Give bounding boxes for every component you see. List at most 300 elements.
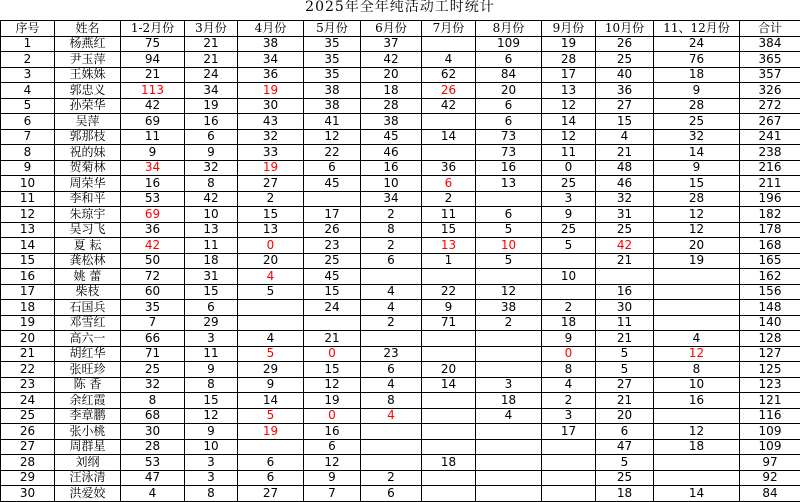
cell-mar: 10 (185, 439, 238, 455)
cell-sep: 3 (542, 408, 596, 424)
cell-jul: 9 (422, 300, 476, 316)
cell-mar: 3 (185, 470, 238, 486)
cell-oct: 26 (596, 36, 654, 52)
cell-jun: 2 (361, 238, 422, 254)
table-row (1, 300, 800, 316)
cell-oct: 36 (596, 83, 654, 99)
cell-mar: 6 (185, 129, 238, 145)
cell-may: 38 (304, 98, 361, 114)
cell-jan-feb: 32 (121, 377, 185, 393)
table-row (1, 269, 800, 285)
cell-name: 张小桃 (55, 424, 121, 440)
cell-oct: 27 (596, 377, 654, 393)
cell-seq: 13 (1, 222, 55, 238)
table-row (1, 207, 800, 223)
cell-may: 19 (304, 393, 361, 409)
cell-sep: 11 (542, 145, 596, 161)
cell-jun: 23 (361, 346, 422, 362)
header-apr: 4月份 (238, 21, 304, 37)
cell-apr: 27 (238, 176, 304, 192)
cell-apr: 14 (238, 393, 304, 409)
cell-may: 16 (304, 424, 361, 440)
cell-seq: 27 (1, 439, 55, 455)
cell-aug: 73 (476, 145, 542, 161)
cell-jan-feb: 7 (121, 315, 185, 331)
table-row (1, 253, 800, 269)
cell-name: 高六一 (55, 331, 121, 347)
cell-total: 365 (740, 52, 800, 68)
cell-total: 211 (740, 176, 800, 192)
cell-aug: 38 (476, 300, 542, 316)
cell-total: 384 (740, 36, 800, 52)
cell-may: 25 (304, 253, 361, 269)
cell-jan-feb: 4 (121, 486, 185, 502)
table-row (1, 439, 800, 455)
cell-may: 38 (304, 83, 361, 99)
cell-mar: 15 (185, 393, 238, 409)
cell-sep: 2 (542, 393, 596, 409)
cell-oct: 16 (596, 284, 654, 300)
cell-apr: 20 (238, 253, 304, 269)
cell-name: 石国兵 (55, 300, 121, 316)
cell-seq: 12 (1, 207, 55, 223)
cell-seq: 7 (1, 129, 55, 145)
cell-nov-dec: 32 (654, 129, 740, 145)
cell-aug: 3 (476, 377, 542, 393)
cell-mar: 11 (185, 346, 238, 362)
cell-aug (476, 424, 542, 440)
cell-name: 姚 蕾 (55, 269, 121, 285)
cell-jan-feb: 69 (121, 114, 185, 130)
cell-oct: 21 (596, 145, 654, 161)
cell-name: 郭那枝 (55, 129, 121, 145)
cell-aug: 109 (476, 36, 542, 52)
cell-name: 吴萍 (55, 114, 121, 130)
cell-aug (476, 191, 542, 207)
cell-jun: 4 (361, 300, 422, 316)
cell-apr: 33 (238, 145, 304, 161)
cell-sep (542, 470, 596, 486)
cell-sep: 8 (542, 362, 596, 378)
cell-jan-feb: 34 (121, 160, 185, 176)
table-body (1, 36, 800, 501)
cell-seq: 6 (1, 114, 55, 130)
cell-aug (476, 269, 542, 285)
cell-seq: 24 (1, 393, 55, 409)
cell-may: 35 (304, 52, 361, 68)
cell-jan-feb: 47 (121, 470, 185, 486)
cell-oct: 25 (596, 470, 654, 486)
cell-mar: 18 (185, 253, 238, 269)
cell-apr: 5 (238, 284, 304, 300)
cell-jun: 6 (361, 253, 422, 269)
cell-seq: 23 (1, 377, 55, 393)
cell-total: 84 (740, 486, 800, 502)
table-row (1, 36, 800, 52)
cell-jan-feb: 42 (121, 98, 185, 114)
cell-mar: 13 (185, 222, 238, 238)
cell-nov-dec: 8 (654, 362, 740, 378)
cell-name: 李和平 (55, 191, 121, 207)
cell-mar: 11 (185, 238, 238, 254)
cell-seq: 18 (1, 300, 55, 316)
cell-mar: 9 (185, 145, 238, 161)
cell-oct: 21 (596, 253, 654, 269)
cell-may: 22 (304, 145, 361, 161)
cell-jan-feb: 11 (121, 129, 185, 145)
cell-mar: 21 (185, 36, 238, 52)
cell-total: 272 (740, 98, 800, 114)
cell-sep (542, 439, 596, 455)
cell-nov-dec: 18 (654, 67, 740, 83)
cell-apr: 19 (238, 83, 304, 99)
cell-nov-dec: 24 (654, 36, 740, 52)
cell-name: 孙荣华 (55, 98, 121, 114)
cell-aug: 4 (476, 408, 542, 424)
cell-sep: 5 (542, 238, 596, 254)
cell-oct: 46 (596, 176, 654, 192)
cell-sep: 0 (542, 346, 596, 362)
cell-oct: 25 (596, 222, 654, 238)
cell-jul: 1 (422, 253, 476, 269)
cell-oct: 5 (596, 346, 654, 362)
cell-sep: 3 (542, 191, 596, 207)
cell-aug: 20 (476, 83, 542, 99)
cell-aug: 16 (476, 160, 542, 176)
cell-sep: 4 (542, 377, 596, 393)
cell-mar: 34 (185, 83, 238, 99)
table-row (1, 52, 800, 68)
cell-may: 35 (304, 36, 361, 52)
cell-apr: 13 (238, 222, 304, 238)
cell-jan-feb: 53 (121, 191, 185, 207)
cell-apr (238, 300, 304, 316)
cell-may (304, 191, 361, 207)
cell-total: 238 (740, 145, 800, 161)
cell-jun: 8 (361, 393, 422, 409)
cell-jul: 15 (422, 222, 476, 238)
cell-seq: 15 (1, 253, 55, 269)
cell-sep (542, 284, 596, 300)
table-row (1, 83, 800, 99)
cell-mar: 31 (185, 269, 238, 285)
header-seq: 序号 (1, 21, 55, 37)
cell-oct (596, 269, 654, 285)
cell-sep: 12 (542, 98, 596, 114)
cell-apr: 32 (238, 129, 304, 145)
cell-seq: 5 (1, 98, 55, 114)
header-row (1, 21, 800, 37)
table-row (1, 129, 800, 145)
cell-may: 7 (304, 486, 361, 502)
cell-apr: 30 (238, 98, 304, 114)
cell-oct: 5 (596, 455, 654, 471)
cell-jun (361, 439, 422, 455)
cell-mar: 6 (185, 300, 238, 316)
cell-may: 0 (304, 408, 361, 424)
cell-apr: 36 (238, 67, 304, 83)
cell-mar: 19 (185, 98, 238, 114)
cell-mar: 42 (185, 191, 238, 207)
cell-oct: 25 (596, 52, 654, 68)
cell-sep (542, 455, 596, 471)
cell-seq: 17 (1, 284, 55, 300)
cell-jul (422, 470, 476, 486)
cell-nov-dec: 4 (654, 331, 740, 347)
cell-apr (238, 315, 304, 331)
cell-jun: 38 (361, 114, 422, 130)
cell-name: 杨燕红 (55, 36, 121, 52)
cell-aug (476, 439, 542, 455)
cell-oct: 4 (596, 129, 654, 145)
cell-nov-dec: 10 (654, 377, 740, 393)
cell-may: 26 (304, 222, 361, 238)
cell-nov-dec: 20 (654, 238, 740, 254)
cell-oct: 15 (596, 114, 654, 130)
cell-jun: 4 (361, 377, 422, 393)
cell-total: 92 (740, 470, 800, 486)
cell-jul: 4 (422, 52, 476, 68)
cell-total: 148 (740, 300, 800, 316)
cell-sep: 12 (542, 129, 596, 145)
cell-oct: 11 (596, 315, 654, 331)
cell-jul: 26 (422, 83, 476, 99)
cell-may: 17 (304, 207, 361, 223)
cell-total: 241 (740, 129, 800, 145)
table-row (1, 191, 800, 207)
table-row (1, 98, 800, 114)
cell-mar: 8 (185, 486, 238, 502)
cell-total: 109 (740, 439, 800, 455)
cell-jan-feb: 25 (121, 362, 185, 378)
cell-nov-dec: 18 (654, 439, 740, 455)
cell-jun: 34 (361, 191, 422, 207)
cell-apr: 19 (238, 160, 304, 176)
cell-seq: 25 (1, 408, 55, 424)
cell-total: 196 (740, 191, 800, 207)
cell-mar: 3 (185, 455, 238, 471)
cell-aug: 5 (476, 222, 542, 238)
cell-seq: 10 (1, 176, 55, 192)
cell-total: 128 (740, 331, 800, 347)
header-oct: 10月份 (596, 21, 654, 37)
table-row (1, 331, 800, 347)
cell-oct: 6 (596, 424, 654, 440)
cell-oct: 21 (596, 331, 654, 347)
cell-name: 王姝姝 (55, 67, 121, 83)
table-row (1, 160, 800, 176)
cell-sep (542, 253, 596, 269)
cell-seq: 2 (1, 52, 55, 68)
cell-jan-feb: 30 (121, 424, 185, 440)
cell-may: 12 (304, 129, 361, 145)
cell-may: 15 (304, 284, 361, 300)
cell-sep (542, 486, 596, 502)
cell-mar: 10 (185, 207, 238, 223)
cell-sep: 17 (542, 424, 596, 440)
cell-jul (422, 145, 476, 161)
cell-oct: 30 (596, 300, 654, 316)
cell-jun: 42 (361, 52, 422, 68)
cell-mar: 15 (185, 284, 238, 300)
cell-aug: 5 (476, 253, 542, 269)
cell-oct: 21 (596, 393, 654, 409)
cell-mar: 12 (185, 408, 238, 424)
cell-name: 吴习飞 (55, 222, 121, 238)
cell-name: 洪爱姣 (55, 486, 121, 502)
cell-jun: 28 (361, 98, 422, 114)
cell-mar: 32 (185, 160, 238, 176)
cell-total: 182 (740, 207, 800, 223)
cell-aug: 6 (476, 114, 542, 130)
cell-jun: 6 (361, 362, 422, 378)
cell-jul: 20 (422, 362, 476, 378)
cell-name: 刘纲 (55, 455, 121, 471)
cell-apr: 19 (238, 424, 304, 440)
cell-sep: 14 (542, 114, 596, 130)
cell-jul (422, 36, 476, 52)
cell-jun: 6 (361, 486, 422, 502)
cell-mar: 3 (185, 331, 238, 347)
table-row (1, 284, 800, 300)
cell-sep: 10 (542, 269, 596, 285)
cell-seq: 28 (1, 455, 55, 471)
cell-aug: 13 (476, 176, 542, 192)
cell-jun: 46 (361, 145, 422, 161)
cell-oct: 40 (596, 67, 654, 83)
table-row (1, 470, 800, 486)
cell-sep: 13 (542, 83, 596, 99)
cell-jun (361, 424, 422, 440)
cell-jul (422, 269, 476, 285)
table-row (1, 67, 800, 83)
table-row (1, 424, 800, 440)
cell-nov-dec: 19 (654, 253, 740, 269)
cell-apr: 43 (238, 114, 304, 130)
header-jan-feb: 1-2月份 (121, 21, 185, 37)
cell-aug (476, 362, 542, 378)
table-row (1, 315, 800, 331)
cell-jul (422, 346, 476, 362)
cell-nov-dec: 28 (654, 191, 740, 207)
cell-name: 祝的妹 (55, 145, 121, 161)
cell-nov-dec: 14 (654, 145, 740, 161)
cell-name: 柴枝 (55, 284, 121, 300)
table-row (1, 377, 800, 393)
cell-apr: 4 (238, 269, 304, 285)
cell-may: 0 (304, 346, 361, 362)
cell-total: 168 (740, 238, 800, 254)
cell-oct: 27 (596, 98, 654, 114)
cell-jul: 11 (422, 207, 476, 223)
cell-name: 尹玉萍 (55, 52, 121, 68)
cell-seq: 3 (1, 67, 55, 83)
cell-aug: 84 (476, 67, 542, 83)
cell-jul (422, 486, 476, 502)
cell-seq: 21 (1, 346, 55, 362)
cell-jun: 4 (361, 284, 422, 300)
cell-name: 贺菊林 (55, 160, 121, 176)
cell-aug: 12 (476, 284, 542, 300)
cell-oct: 48 (596, 160, 654, 176)
cell-may: 21 (304, 331, 361, 347)
cell-aug (476, 331, 542, 347)
cell-name: 周群星 (55, 439, 121, 455)
cell-total: 162 (740, 269, 800, 285)
cell-jul: 13 (422, 238, 476, 254)
cell-nov-dec: 9 (654, 160, 740, 176)
cell-aug (476, 455, 542, 471)
cell-mar: 9 (185, 424, 238, 440)
cell-apr (238, 439, 304, 455)
cell-total: 97 (740, 455, 800, 471)
cell-seq: 4 (1, 83, 55, 99)
cell-jan-feb: 35 (121, 300, 185, 316)
cell-sep: 9 (542, 331, 596, 347)
cell-jul: 2 (422, 191, 476, 207)
cell-seq: 30 (1, 486, 55, 502)
cell-sep: 19 (542, 36, 596, 52)
cell-jun: 4 (361, 408, 422, 424)
cell-apr: 6 (238, 455, 304, 471)
cell-may: 12 (304, 455, 361, 471)
cell-total: 156 (740, 284, 800, 300)
cell-jul (422, 331, 476, 347)
cell-may: 6 (304, 439, 361, 455)
cell-jul (422, 408, 476, 424)
cell-jun: 2 (361, 470, 422, 486)
cell-seq: 20 (1, 331, 55, 347)
table-row (1, 176, 800, 192)
cell-total: 326 (740, 83, 800, 99)
cell-aug (476, 470, 542, 486)
cell-nov-dec: 12 (654, 207, 740, 223)
cell-aug: 2 (476, 315, 542, 331)
cell-jul (422, 393, 476, 409)
header-aug: 8月份 (476, 21, 542, 37)
cell-jan-feb: 60 (121, 284, 185, 300)
cell-name: 陈 香 (55, 377, 121, 393)
cell-nov-dec: 25 (654, 114, 740, 130)
cell-name: 胡红华 (55, 346, 121, 362)
cell-jun (361, 269, 422, 285)
cell-apr: 27 (238, 486, 304, 502)
cell-jul: 18 (422, 455, 476, 471)
cell-jun: 20 (361, 67, 422, 83)
cell-jan-feb: 53 (121, 455, 185, 471)
cell-aug: 6 (476, 207, 542, 223)
cell-apr: 38 (238, 36, 304, 52)
cell-total: 267 (740, 114, 800, 130)
cell-seq: 29 (1, 470, 55, 486)
cell-total: 357 (740, 67, 800, 83)
cell-jun: 2 (361, 315, 422, 331)
cell-jul (422, 424, 476, 440)
cell-seq: 26 (1, 424, 55, 440)
cell-jan-feb: 71 (121, 346, 185, 362)
cell-jan-feb: 36 (121, 222, 185, 238)
cell-mar: 8 (185, 176, 238, 192)
cell-nov-dec: 15 (654, 176, 740, 192)
cell-may: 12 (304, 377, 361, 393)
cell-total: 165 (740, 253, 800, 269)
cell-seq: 1 (1, 36, 55, 52)
cell-oct: 5 (596, 362, 654, 378)
cell-jan-feb: 9 (121, 145, 185, 161)
cell-sep: 17 (542, 67, 596, 83)
cell-may (304, 315, 361, 331)
cell-jun: 37 (361, 36, 422, 52)
